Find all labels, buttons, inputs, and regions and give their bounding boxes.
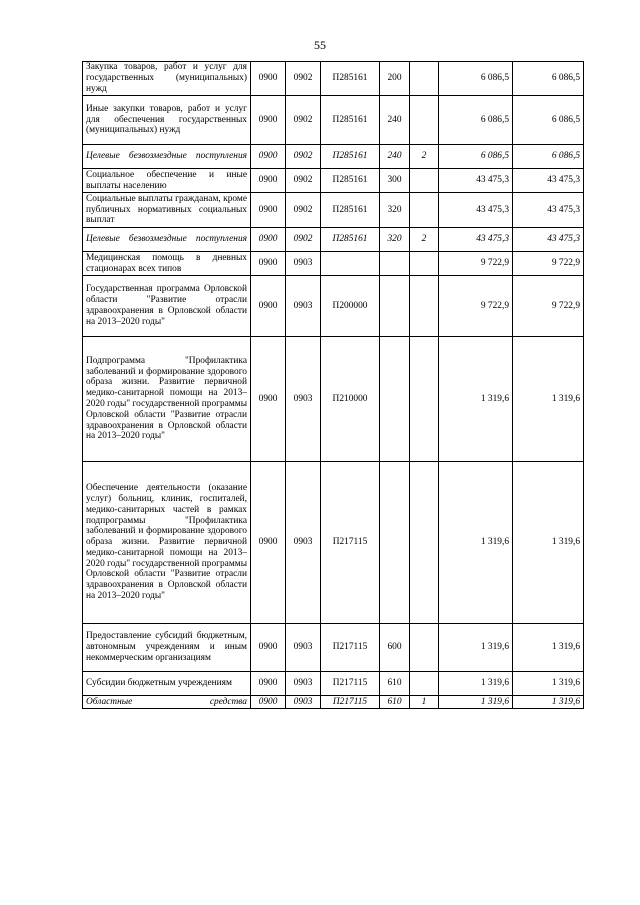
row-description: Медицинская помощь в дневных стационарах всех типов: [83, 252, 251, 276]
row-description: Закупка товаров, работ и услуг для государственных (муниципальных) нужд: [83, 62, 251, 96]
row-amount: 9 722,9: [439, 276, 513, 337]
table-row: [83, 62, 584, 96]
row-funding-source: [410, 62, 439, 96]
row-section: 0900: [251, 624, 286, 672]
row-section: 0900: [251, 696, 286, 709]
row-subsection: 0903: [286, 252, 321, 276]
row-amount-total: 43 475,3: [513, 169, 584, 193]
budget-table: [82, 61, 584, 709]
row-funding-source: [410, 276, 439, 337]
row-amount: 1 319,6: [439, 696, 513, 709]
row-section: 0900: [251, 672, 286, 696]
row-subsection: 0903: [286, 696, 321, 709]
row-amount: 1 319,6: [439, 462, 513, 624]
row-expense-type: 610: [380, 696, 410, 709]
row-expense-type: 320: [380, 193, 410, 228]
row-description: Социальные выплаты гражданам, кроме публичных нормативных социальных выплат: [83, 193, 251, 228]
row-subsection: 0902: [286, 96, 321, 145]
table-row: [83, 228, 584, 252]
row-amount-total: 1 319,6: [513, 462, 584, 624]
row-subsection: 0903: [286, 462, 321, 624]
row-description: Подпрограмма "Профилактика заболеваний и формирование здорового образа жизни. Развитие первичной медико-санитарной помощи на 2013–2020 годы" государственной программы Орловской области "Развитие отрасли здравоохранения в Орловской области на 2013–2020 годы": [83, 337, 251, 462]
table-row: [83, 696, 584, 709]
row-expense-type: 320: [380, 228, 410, 252]
row-amount-total: 6 086,5: [513, 96, 584, 145]
row-description: Целевые безвозмездные поступления: [83, 145, 251, 169]
row-subsection: 0902: [286, 62, 321, 96]
row-target-article: П200000: [321, 276, 380, 337]
table-row: [83, 193, 584, 228]
row-amount-total: 1 319,6: [513, 672, 584, 696]
row-target-article: П217115: [321, 696, 380, 709]
row-target-article: П217115: [321, 672, 380, 696]
table-row: [83, 672, 584, 696]
row-amount-total: 43 475,3: [513, 228, 584, 252]
row-description: Обеспечение деятельности (оказание услуг) больниц, клиник, госпиталей, медико-санитарных частей в рамках подпрограммы "Профилактика заболеваний и формирование здорового образа жизни. Развитие первичной медико-санитарной помощи на 2013–2020 годы" государственной программы Орловской области "Развитие отрасли здравоохранения в Орловской области на 2013–2020 годы": [83, 462, 251, 624]
row-subsection: 0902: [286, 145, 321, 169]
row-subsection: 0902: [286, 169, 321, 193]
row-amount-total: 9 722,9: [513, 276, 584, 337]
row-expense-type: [380, 252, 410, 276]
row-subsection: 0902: [286, 228, 321, 252]
row-subsection: 0903: [286, 672, 321, 696]
table-row: [83, 462, 584, 624]
row-description: Областные средства: [83, 696, 251, 709]
row-description: Целевые безвозмездные поступления: [83, 228, 251, 252]
page-number: 55: [314, 38, 326, 52]
row-amount-total: 6 086,5: [513, 145, 584, 169]
row-funding-source: [410, 337, 439, 462]
row-description: Предоставление субсидий бюджетным, автономным учреждениям и иным некоммерческим организациям: [83, 624, 251, 672]
row-funding-source: [410, 252, 439, 276]
row-target-article: П285161: [321, 228, 380, 252]
row-amount-total: 9 722,9: [513, 252, 584, 276]
row-expense-type: [380, 337, 410, 462]
row-amount: 43 475,3: [439, 169, 513, 193]
row-subsection: 0903: [286, 337, 321, 462]
row-expense-type: [380, 462, 410, 624]
table-row: [83, 337, 584, 462]
row-amount: 43 475,3: [439, 193, 513, 228]
row-section: 0900: [251, 145, 286, 169]
row-section: 0900: [251, 252, 286, 276]
row-target-article: П285161: [321, 62, 380, 96]
table-row: [83, 169, 584, 193]
row-amount: 43 475,3: [439, 228, 513, 252]
row-amount: 6 086,5: [439, 62, 513, 96]
row-expense-type: [380, 276, 410, 337]
row-section: 0900: [251, 462, 286, 624]
table-row: [83, 624, 584, 672]
row-amount-total: 1 319,6: [513, 337, 584, 462]
row-expense-type: 240: [380, 145, 410, 169]
row-amount-total: 43 475,3: [513, 193, 584, 228]
row-funding-source: [410, 169, 439, 193]
row-expense-type: 600: [380, 624, 410, 672]
row-subsection: 0902: [286, 193, 321, 228]
row-target-article: П210000: [321, 337, 380, 462]
row-amount-total: 6 086,5: [513, 62, 584, 96]
row-amount: 9 722,9: [439, 252, 513, 276]
row-amount: 6 086,5: [439, 96, 513, 145]
row-expense-type: 200: [380, 62, 410, 96]
row-target-article: П285161: [321, 169, 380, 193]
row-target-article: П285161: [321, 193, 380, 228]
row-amount-total: 1 319,6: [513, 696, 584, 709]
row-section: 0900: [251, 337, 286, 462]
row-section: 0900: [251, 96, 286, 145]
row-funding-source: 2: [410, 228, 439, 252]
row-amount: 1 319,6: [439, 337, 513, 462]
row-description: Социальное обеспечение и иные выплаты населению: [83, 169, 251, 193]
row-section: 0900: [251, 169, 286, 193]
row-target-article: П217115: [321, 462, 380, 624]
row-funding-source: 2: [410, 145, 439, 169]
row-amount: 1 319,6: [439, 624, 513, 672]
row-description: Субсидии бюджетным учреждениям: [83, 672, 251, 696]
table-row: [83, 276, 584, 337]
table-row: [83, 96, 584, 145]
row-funding-source: [410, 672, 439, 696]
row-target-article: [321, 252, 380, 276]
table-row: [83, 252, 584, 276]
row-funding-source: [410, 193, 439, 228]
row-section: 0900: [251, 193, 286, 228]
row-target-article: П217115: [321, 624, 380, 672]
row-funding-source: [410, 462, 439, 624]
row-expense-type: 240: [380, 96, 410, 145]
row-funding-source: [410, 624, 439, 672]
table-row: [83, 145, 584, 169]
row-expense-type: 610: [380, 672, 410, 696]
row-target-article: П285161: [321, 145, 380, 169]
row-target-article: П285161: [321, 96, 380, 145]
row-section: 0900: [251, 228, 286, 252]
row-funding-source: 1: [410, 696, 439, 709]
row-subsection: 0903: [286, 276, 321, 337]
row-section: 0900: [251, 62, 286, 96]
row-description: Иные закупки товаров, работ и услуг для обеспечения государственных (муниципальных) нужд: [83, 96, 251, 145]
row-amount: 6 086,5: [439, 145, 513, 169]
row-section: 0900: [251, 276, 286, 337]
row-amount: 1 319,6: [439, 672, 513, 696]
row-expense-type: 300: [380, 169, 410, 193]
row-description: Государственная программа Орловской области "Развитие отрасли здравоохранения в Орловской области на 2013–2020 годы": [83, 276, 251, 337]
row-amount-total: 1 319,6: [513, 624, 584, 672]
row-funding-source: [410, 96, 439, 145]
row-subsection: 0903: [286, 624, 321, 672]
